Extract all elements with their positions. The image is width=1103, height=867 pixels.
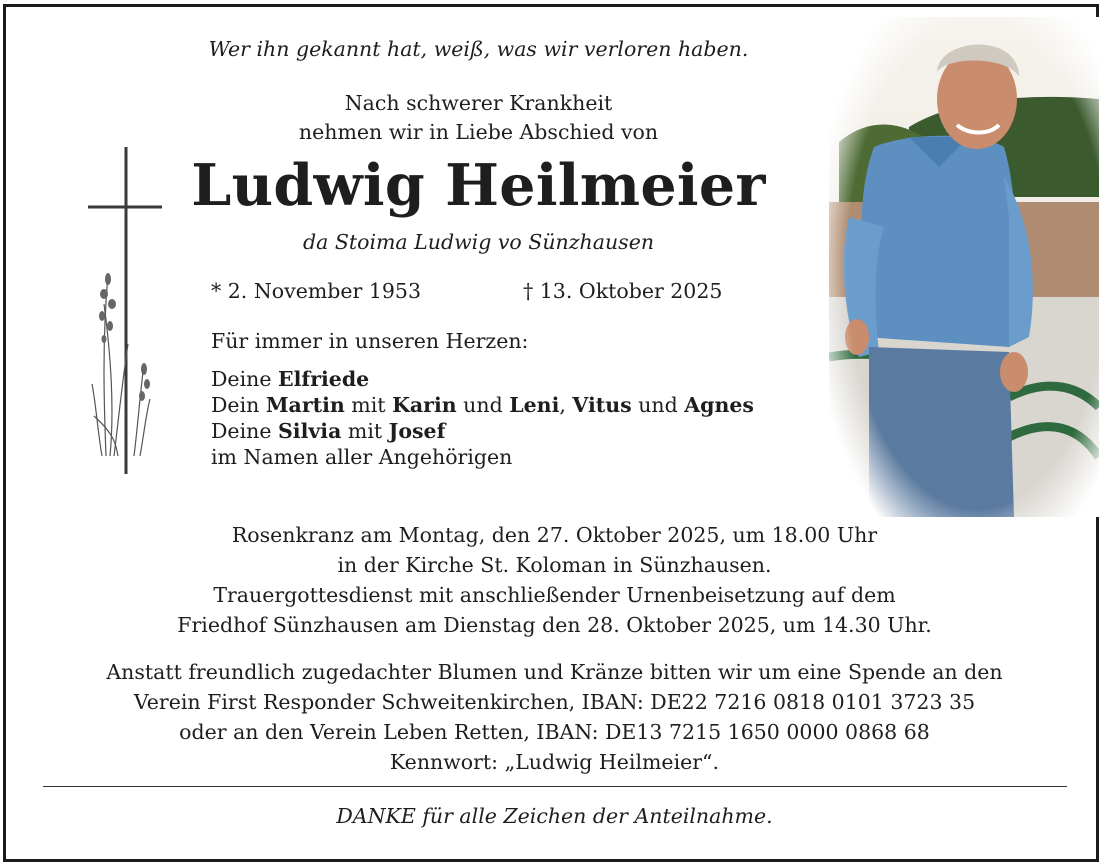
mourner-name: Silvia — [277, 419, 342, 443]
service-line-2: in der Kirche St. Koloman in Sünzhausen. — [337, 553, 772, 577]
mourner-name: Agnes — [684, 393, 754, 417]
divider — [43, 786, 1067, 787]
mourner-text: , — [559, 393, 573, 417]
deceased-name: Ludwig Heilmeier — [191, 152, 766, 219]
opening-quote: Wer ihn gekannt hat, weiß, was wir verloren haben. — [208, 37, 749, 61]
donation-line-2: Verein First Responder Schweitenkirchen, IBAN: DE22 7216 0818 0101 3723 35 — [133, 690, 976, 714]
mourner-line — [211, 419, 445, 443]
thanks-line: DANKE für alle Zeichen der Anteilnahme. — [336, 804, 773, 828]
intro-line-2: nehmen wir in Liebe Abschied von — [298, 120, 659, 144]
service-line-3: Trauergottesdienst mit anschließender Urnenbeisetzung auf dem — [213, 583, 896, 607]
donation-line-1: Anstatt freundlich zugedachter Blumen und Kränze bitten wir um eine Spende an den — [106, 660, 1003, 684]
mourner-name: Martin — [265, 393, 345, 417]
mourner-text: Deine — [211, 367, 278, 391]
mourner-line — [211, 445, 512, 469]
mourner-name: Vitus — [572, 393, 632, 417]
mourner-line — [211, 367, 369, 391]
obituary-frame — [3, 4, 1099, 862]
portrait-photo — [829, 17, 1099, 517]
intro-line-1: Nach schwerer Krankheit — [344, 91, 613, 115]
forever-line: Für immer in unseren Herzen: — [211, 329, 529, 353]
birth-date: * 2. November 1953 — [211, 279, 422, 303]
mourner-name: Josef — [388, 419, 446, 443]
mourner-text: Deine — [211, 419, 278, 443]
mourner-name: Leni — [509, 393, 560, 417]
mourner-text: und — [456, 393, 510, 417]
mourner-text: im Namen aller Angehörigen — [211, 445, 513, 469]
donation-line-3: oder an den Verein Leben Retten, IBAN: DE13 7215 1650 0000 0868 68 — [179, 720, 930, 744]
mourner-text: Dein — [211, 393, 266, 417]
nickname: da Stoima Ludwig vo Sünzhausen — [302, 230, 655, 254]
mourner-name: Karin — [392, 393, 457, 417]
mourner-line — [211, 393, 754, 417]
mourner-text: und — [631, 393, 685, 417]
death-date: † 13. Oktober 2025 — [523, 279, 723, 303]
mourner-text: mit — [341, 419, 389, 443]
service-line-4: Friedhof Sünzhausen am Dienstag den 28. Oktober 2025, um 14.30 Uhr. — [177, 613, 932, 637]
mourner-name: Elfriede — [277, 367, 370, 391]
donation-line-4: Kennwort: „Ludwig Heilmeier“. — [389, 750, 720, 774]
mourner-text: mit — [344, 393, 393, 417]
service-line-1: Rosenkranz am Montag, den 27. Oktober 2025, um 18.00 Uhr — [231, 523, 878, 547]
